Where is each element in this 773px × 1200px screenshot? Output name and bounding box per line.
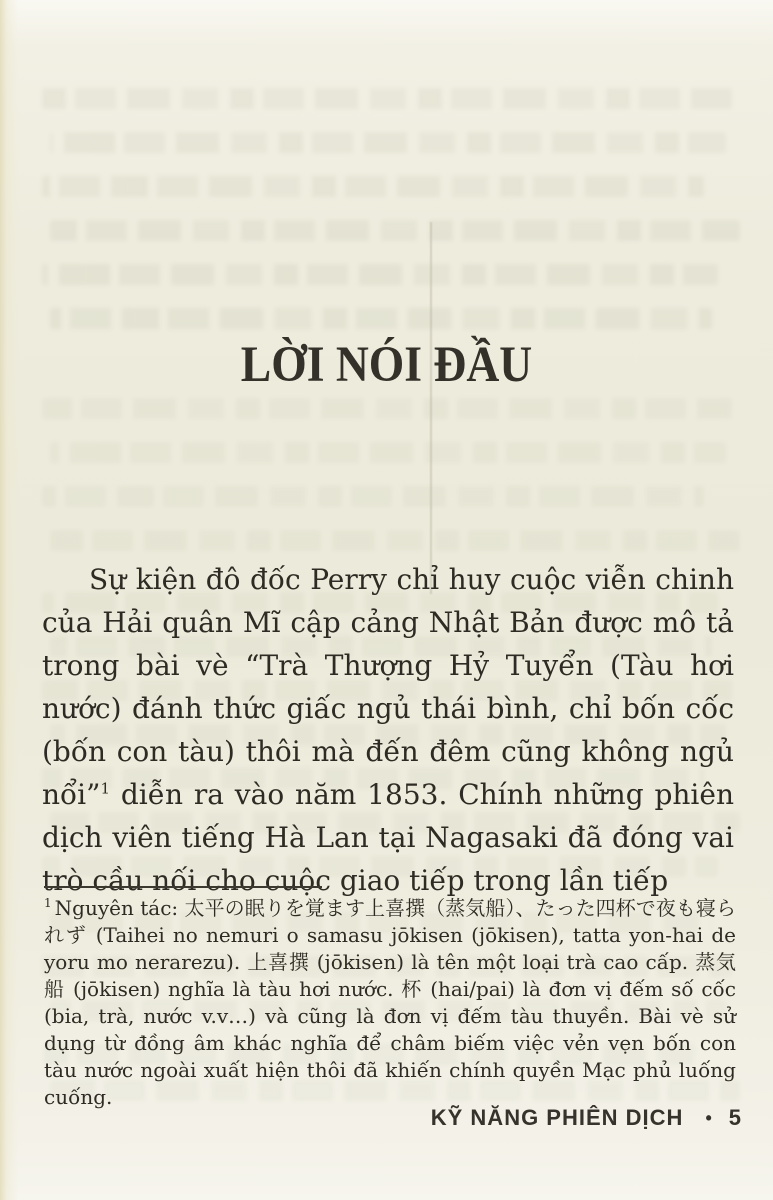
footnote-marker: 1 [44,896,52,911]
running-footer [431,1105,741,1131]
footnote [44,895,736,1111]
bullet-separator-icon: • [705,1107,713,1128]
paragraph-text-after-ref: diễn ra vào năm 1853. Chính những phiên dịch viên tiếng Hà Lan tại Nagasaki đã đóng vai trò cầu nối cho cuộc giao tiếp trong lần tiếp [42,778,734,897]
body-paragraph [42,558,734,902]
footnote-text: Nguyên tác: 太平の眠りを覚ます上喜撰（蒸気船）、たった四杯で夜も寝られず (Taihei no nemuri o samasu jōkisen (jōkisen), tatta yon-hai de yoru mo nerarezu). 上喜撰 (jōkisen) là tên một loại trà cao cấp. 蒸気船 (jōkisen) nghĩa là tàu hơi nước. 杯 (hai/pai) là đơn vị đếm số cốc (bia, trà, nước v.v…) và cũng là đơn vị đếm tàu thuyền. Bài vè sử dụng từ đồng âm khác nghĩa để châm biếm việc vẻn vẹn bốn con tàu nước ngoài xuất hiện thôi đã khiến chính quyền Mạc phủ luống cuống. [44,896,736,1109]
footer-running-title: KỸ NĂNG PHIÊN DỊCH [430,1105,684,1130]
footnote-divider [44,886,322,888]
footer-page-number: 5 [728,1105,741,1130]
footnote-reference: 1 [100,779,110,798]
paragraph-text-before-ref: Sự kiện đô đốc Perry chỉ huy cuộc viễn chinh của Hải quân Mĩ cập cảng Nhật Bản được mô tả trong bài vè “Trà Thượng Hỷ Tuyển (Tàu hơi nước) đánh thức giấc ngủ thái bình, chỉ bốn cốc (bốn con tàu) thôi mà đến đêm cũng không ngủ nổi” [42,563,734,811]
chapter-title: LỜI NÓI ĐẦU [240,336,533,393]
